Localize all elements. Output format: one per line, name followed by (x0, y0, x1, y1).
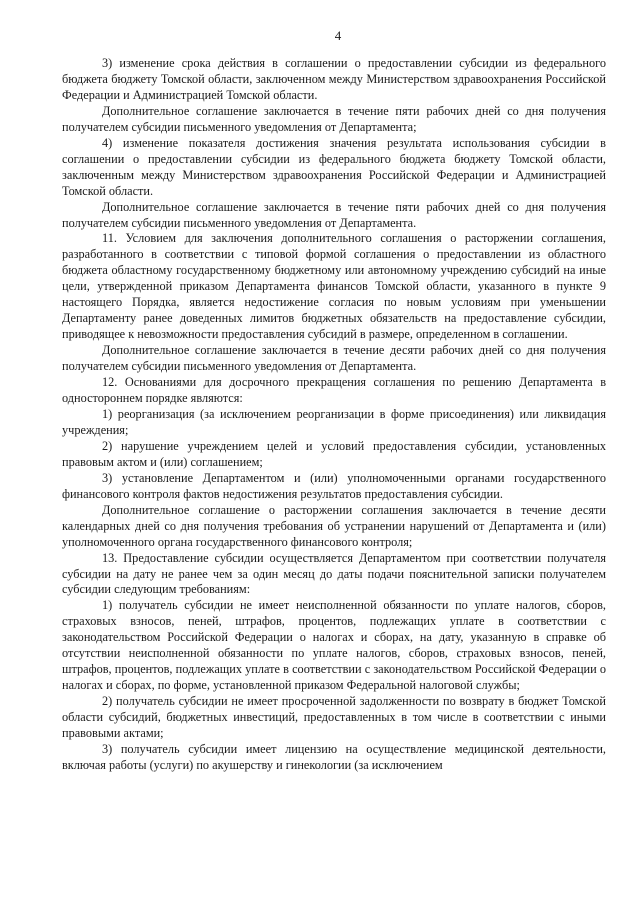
page-number: 4 (334, 28, 342, 43)
paragraph-clause-11: 11. Условием для заключения дополнительного соглашения о расторжении соглашения, разработанного в соответствии с типовой формой соглашения о предоставлении из областного бюджета областному государственному бюджетному или автономному учреждению субсидий на иные цели, утвержденной приказом Департамента финансов Томской области, указанного в пункте 9 настоящего Порядка, является недостижение согласия по новым условиям при уменьшении Департаменту ранее доведенных лимитов бюджетных обязательств на предоставление субсидии, приводящее к невозможности предоставления субсидий в размере, определенном в соглашении. (62, 231, 606, 342)
paragraph-item-4: 4) изменение показателя достижения значения результата использования субсидии в соглашении о предоставлении субсидии из федерального бюджета бюджету Томской области, заключенным между Министерством здравоохранения Российской Федерации и Администрацией Томской области. (62, 135, 606, 198)
paragraph-clause-12-item-1: 1) реорганизация (за исключением реорганизации в форме присоединения) или ликвидация учреждения; (62, 406, 606, 437)
paragraph-clause-13-item-1: 1) получатель субсидии не имеет неисполненной обязанности по уплате налогов, сборов, страховых взносов, пеней, штрафов, процентов, подлежащих уплате в соответствии с законодательством Российской Федерации о налогах и сборах, на дату, указанную в справке об отсутствии неисполненной обязанности по уплате налогов, сборов, страховых взносов, пеней, штрафов, процентов, подлежащих уплате в соответствии с законодательством Российской Федерации о налогах и сборах, по форме, установленной приказом Федеральной налоговой службы; (62, 598, 606, 693)
paragraph-supplementary-agreement-term: Дополнительное соглашение заключается в течение десяти рабочих дней со дня получения получателем субсидии письменного уведомления от Департамента. (62, 343, 606, 374)
paragraph-supplementary-agreement-term: Дополнительное соглашение заключается в течение пяти рабочих дней со дня получения получателем субсидии письменного уведомления от Департамента. (62, 199, 606, 230)
paragraph-supplementary-agreement-term: Дополнительное соглашение заключается в течение пяти рабочих дней со дня получения получателем субсидии письменного уведомления от Департамента; (62, 103, 606, 134)
paragraph-clause-13-item-2: 2) получатель субсидии не имеет просроченной задолженности по возврату в бюджет Томской области субсидий, бюджетных инвестиций, предоставленных в том числе в соответствии с иными правовыми актами; (62, 694, 606, 741)
paragraph-clause-12-item-3: 3) установление Департаментом и (или) уполномоченными органами государственного финансового контроля фактов недостижения результатов предоставления субсидии. (62, 470, 606, 501)
paragraph-termination-agreement-term: Дополнительное соглашение о расторжении соглашения заключается в течение десяти календарных дней со дня получения требования об устранении нарушений от Департамента и (или) уполномоченного органа государственного финансового контроля; (62, 502, 606, 549)
paragraph-clause-13-item-3: 3) получатель субсидии имеет лицензию на осуществление медицинской деятельности, включая работы (услуги) по акушерству и гинекологии (за исключением (62, 741, 606, 772)
paragraph-clause-12-item-2: 2) нарушение учреждением целей и условий предоставления субсидии, установленных правовым актом и (или) соглашением; (62, 438, 606, 469)
paragraph-clause-12: 12. Основаниями для досрочного прекращения соглашения по решению Департамента в одностороннем порядке являются: (62, 375, 606, 406)
document-body (62, 56, 606, 774)
paragraph-clause-13: 13. Предоставление субсидии осуществляется Департаментом при соответствии получателя субсидии на дату не ранее чем за один месяц до даты подачи пояснительной записки получателем субсидии следующим требованиям: (62, 550, 606, 597)
paragraph-item-3: 3) изменение срока действия в соглашении о предоставлении субсидии из федерального бюджета бюджету Томской области, заключенном между Министерством здравоохранения Российской Федерации и Администрацией Томской области. (62, 56, 606, 102)
